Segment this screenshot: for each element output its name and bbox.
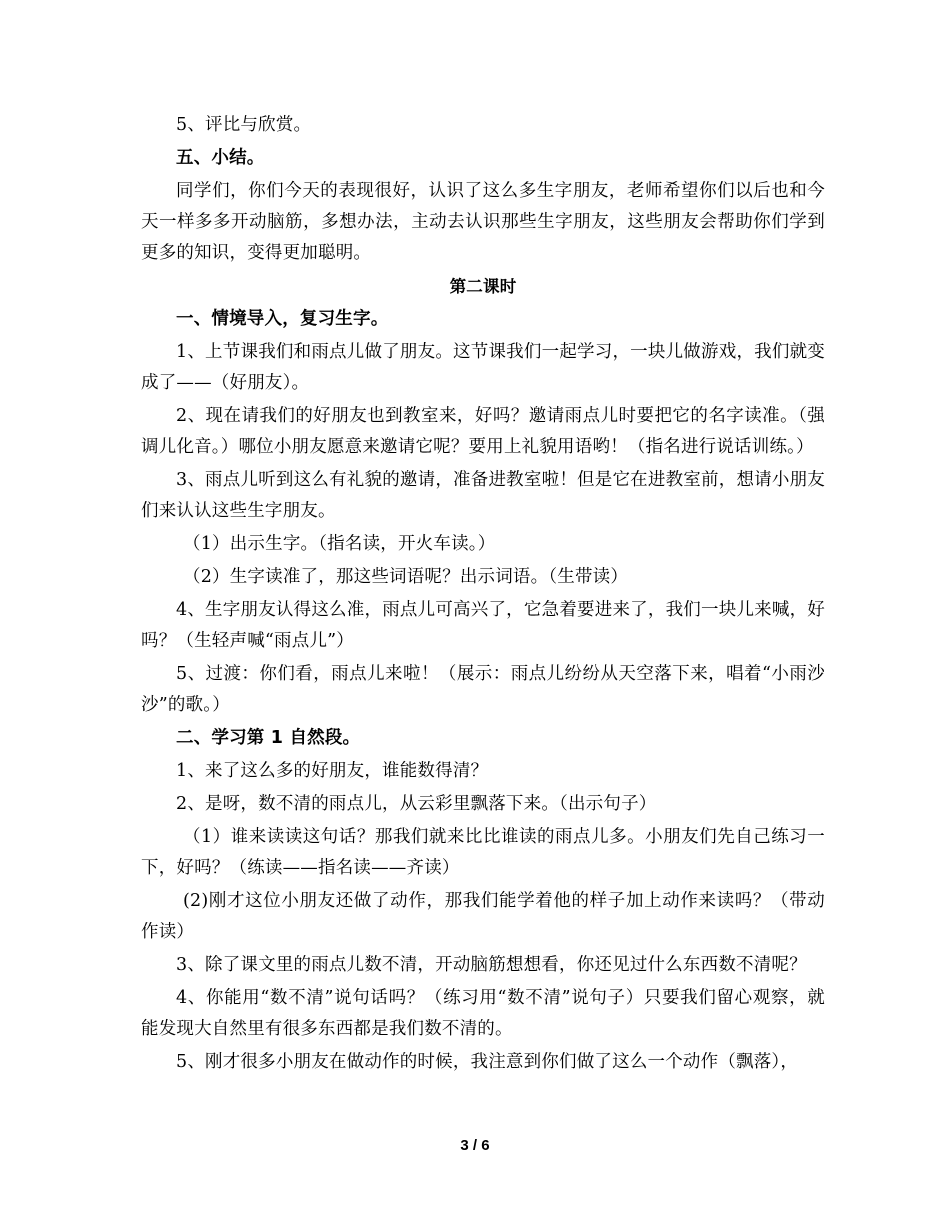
paragraph-intro-5: 5、过渡：你们看，雨点儿来啦！（展示：雨点儿纷纷从天空落下来，唱着“小雨沙沙”的歌。） [141,664,825,715]
paragraph-study-5: 5、刚才很多小朋友在做动作的时候，我注意到你们做了这么一个动作（飘落）， [176,1052,799,1072]
paragraph-intro-3: 3、雨点儿听到这么有礼貌的邀请，准备进教室啦！但是它在进教室前，想请小朋友们来认认这些生字朋友。 [141,470,825,521]
paragraph-intro-3-sub-1: （1）出示生字。（指名读，开火车读。） [183,534,496,554]
document-body [141,110,825,1080]
paragraph-intro-3-sub-2: （2）生字读准了，那这些词语呢？出示词语。（生带读） [183,567,629,587]
paragraph-study-1: 1、来了这么多的好朋友，谁能数得清？ [176,761,489,781]
section-heading-summary: 五、小结。 [176,148,265,168]
lesson-title: 第二课时 [449,277,517,296]
paragraph-study-2-sub-2: (2)刚才这位小朋友还做了动作，那我们能学着他的样子加上动作来读吗？（带动作读） [141,891,825,942]
paragraph-intro-2: 2、现在请我们的好朋友也到教室来，好吗？邀请雨点儿时要把它的名字读准。（强调儿化音。）哪位小朋友愿意来邀请它呢？要用上礼貌用语哟！（指名进行说话训练。） [141,406,825,457]
paragraph-study-2: 2、是呀，数不清的雨点儿，从云彩里飘落下来。（出示句子） [176,794,657,814]
paragraph-intro-4: 4、生字朋友认得这么准，雨点儿可高兴了，它急着要进来了，我们一块儿来喊，好吗？（生轻声喊“雨点儿”） [141,600,825,651]
paragraph-study-4: 4、你能用“数不清”说句话吗？（练习用“数不清”说句子）只要我们留心观察，就能发现大自然里有很多东西都是我们数不清的。 [141,988,825,1039]
paragraph-summary: 同学们，你们今天的表现很好，认识了这么多生字朋友，老师希望你们以后也和今天一样多多开动脑筋，多想办法，主动去认识那些生字朋友，这些朋友会帮助你们学到更多的知识，变得更加聪明。 [141,181,825,263]
paragraph-study-3: 3、除了课文里的雨点儿数不清，开动脑筋想想看，你还见过什么东西数不清呢？ [176,955,807,975]
paragraph-study-2-sub-1: （1）谁来读读这句话？那我们就来比比谁读的雨点儿多。小朋友们先自己练习一下，好吗？（练读——指名读——齐读） [141,827,825,878]
page-number: 3 / 6 [460,1137,490,1154]
paragraph-evaluation: 5、评比与欣赏。 [176,115,312,135]
section-heading-study: 二、学习第 1 自然段。 [176,728,361,748]
paragraph-intro-1: 1、上节课我们和雨点儿做了朋友。这节课我们一起学习，一块儿做游戏，我们就变成了——（好朋友）。 [141,342,825,393]
section-heading-intro: 一、情境导入，复习生字。 [176,309,389,329]
